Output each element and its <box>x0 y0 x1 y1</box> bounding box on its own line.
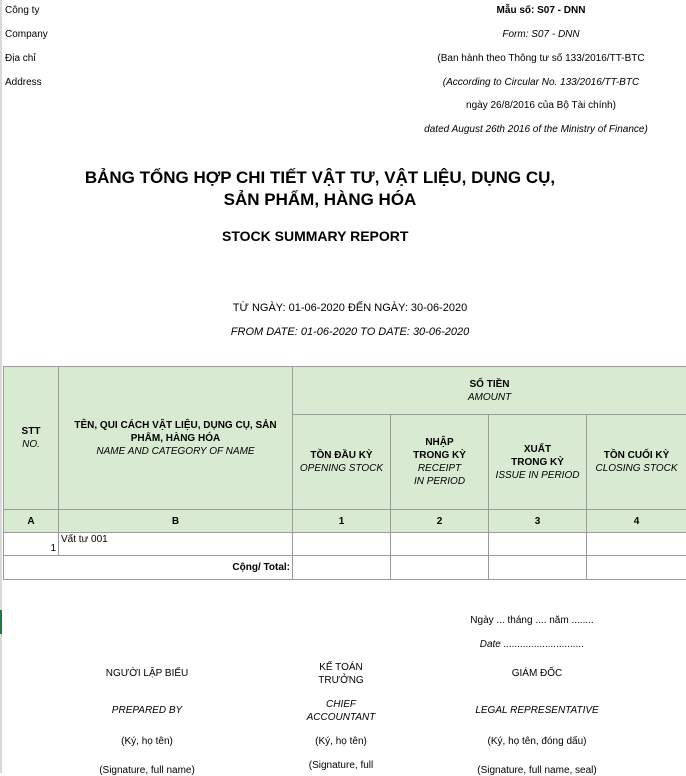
header-stt-vi: STT <box>6 425 56 438</box>
header-amount <box>293 367 686 415</box>
report-title-line1: BẢNG TỔNG HỢP CHI TIẾT VẬT TƯ, VẬT LIỆU, DỤNG CỤ, <box>0 168 640 188</box>
report-title-line2: SẢN PHẨM, HÀNG HÓA <box>0 190 640 210</box>
circular-date-en: dated August 26th 2016 of the Ministry of Finance) <box>386 124 686 135</box>
total-issue[interactable] <box>489 556 587 580</box>
row-receipt[interactable] <box>391 533 489 556</box>
address-label-en: Address <box>5 77 42 88</box>
preparer-sign-vi: (Ký, họ tên) <box>72 736 222 747</box>
period-vi: TỪ NGÀY: 01-06-2020 ĐẾN NGÀY: 30-06-2020 <box>120 302 580 314</box>
row-name[interactable]: Vất tư 001 <box>59 533 293 556</box>
company-label-vi: Công ty <box>5 5 39 16</box>
form-number-en: Form: S07 - DNN <box>396 29 686 40</box>
header-amount-vi: SỐ TIỀN <box>295 378 684 391</box>
header-name-vi: TÊN, QUI CÁCH VẬT LIỆU, DỤNG CỤ, SẢN PHẨM, HÀNG HÓA <box>61 419 290 445</box>
header-receipt-vi-1: NHẬP <box>393 436 486 449</box>
col-code-1: 1 <box>293 510 391 533</box>
accountant-sign-vi: (Ký, họ tên) <box>292 736 390 747</box>
sign-date-en: Date ............................. <box>452 639 612 650</box>
table-row <box>4 533 686 556</box>
accountant-title-vi-2: TRƯỞNG <box>292 675 390 686</box>
address-label-vi: Địa chỉ <box>5 53 36 64</box>
row-opening[interactable] <box>293 533 391 556</box>
header-receipt <box>391 415 489 510</box>
total-opening[interactable] <box>293 556 391 580</box>
accountant-title-en-1: CHIEF <box>292 699 390 710</box>
header-stt <box>4 367 59 510</box>
preparer-title-vi: NGƯỜI LẬP BIỂU <box>72 668 222 679</box>
column-code-row <box>4 510 686 533</box>
total-row <box>4 556 686 580</box>
header-opening <box>293 415 391 510</box>
director-sign-en: (Signature, full name, seal) <box>462 765 612 776</box>
header-name-en: NAME AND CATEGORY OF NAME <box>61 445 290 458</box>
circular-date-vi: ngày 26/8/2016 của Bộ Tài chính) <box>396 100 686 111</box>
row-issue[interactable] <box>489 533 587 556</box>
header-issue-vi-1: XUẤT <box>491 443 584 456</box>
sign-date-vi: Ngày ... tháng .... năm ........ <box>452 615 612 626</box>
company-label-en: Company <box>5 29 48 40</box>
col-code-b: B <box>59 510 293 533</box>
form-number-vi: Mẫu số: S07 - DNN <box>396 5 686 16</box>
col-code-3: 3 <box>489 510 587 533</box>
director-sign-vi: (Ký, họ tên, đóng dấu) <box>462 736 612 747</box>
header-amount-en: AMOUNT <box>295 391 684 404</box>
selected-row-marker <box>0 610 2 634</box>
preparer-sign-en: (Signature, full name) <box>72 765 222 776</box>
accountant-title-vi-1: KẾ TOÁN <box>292 662 390 673</box>
header-closing-vi: TỒN CUỐI KỲ <box>589 449 684 462</box>
accountant-title-en-2: ACCOUNTANT <box>292 712 390 723</box>
header-closing-en: CLOSING STOCK <box>589 462 684 475</box>
header-closing <box>587 415 686 510</box>
total-label: Cộng/ Total: <box>4 556 293 580</box>
total-closing[interactable] <box>587 556 686 580</box>
period-en: FROM DATE: 01-06-2020 TO DATE: 30-06-2020 <box>120 326 580 338</box>
col-code-4: 4 <box>587 510 686 533</box>
director-title-en: LEGAL REPRESENTATIVE <box>462 705 612 716</box>
col-code-2: 2 <box>391 510 489 533</box>
row-closing[interactable] <box>587 533 686 556</box>
circular-reference-en: (According to Circular No. 133/2016/TT-BTC <box>396 77 686 88</box>
total-receipt[interactable] <box>391 556 489 580</box>
header-opening-en: OPENING STOCK <box>295 462 388 475</box>
accountant-sign-en: (Signature, full <box>292 760 390 771</box>
row-no[interactable]: 1 <box>4 533 59 556</box>
header-receipt-en-2: IN PERIOD <box>393 475 486 488</box>
director-title-vi: GIÁM ĐỐC <box>462 668 612 679</box>
report-title-english: STOCK SUMMARY REPORT <box>222 228 408 244</box>
header-receipt-en-1: RECEIPT <box>393 462 486 475</box>
header-issue-vi-2: TRONG KỲ <box>491 456 584 469</box>
header-opening-vi: TỒN ĐẦU KỲ <box>295 449 388 462</box>
header-issue <box>489 415 587 510</box>
sheet-left-gutter <box>0 0 2 773</box>
stock-summary-table <box>3 366 686 580</box>
header-stt-en: NO. <box>6 438 56 451</box>
preparer-title-en: PREPARED BY <box>72 705 222 716</box>
header-issue-en: ISSUE IN PERIOD <box>491 469 584 482</box>
col-code-a: A <box>4 510 59 533</box>
circular-reference-vi: (Ban hành theo Thông tư số 133/2016/TT-BTC <box>396 53 686 64</box>
header-receipt-vi-2: TRONG KỲ <box>393 449 486 462</box>
header-name <box>59 367 293 510</box>
